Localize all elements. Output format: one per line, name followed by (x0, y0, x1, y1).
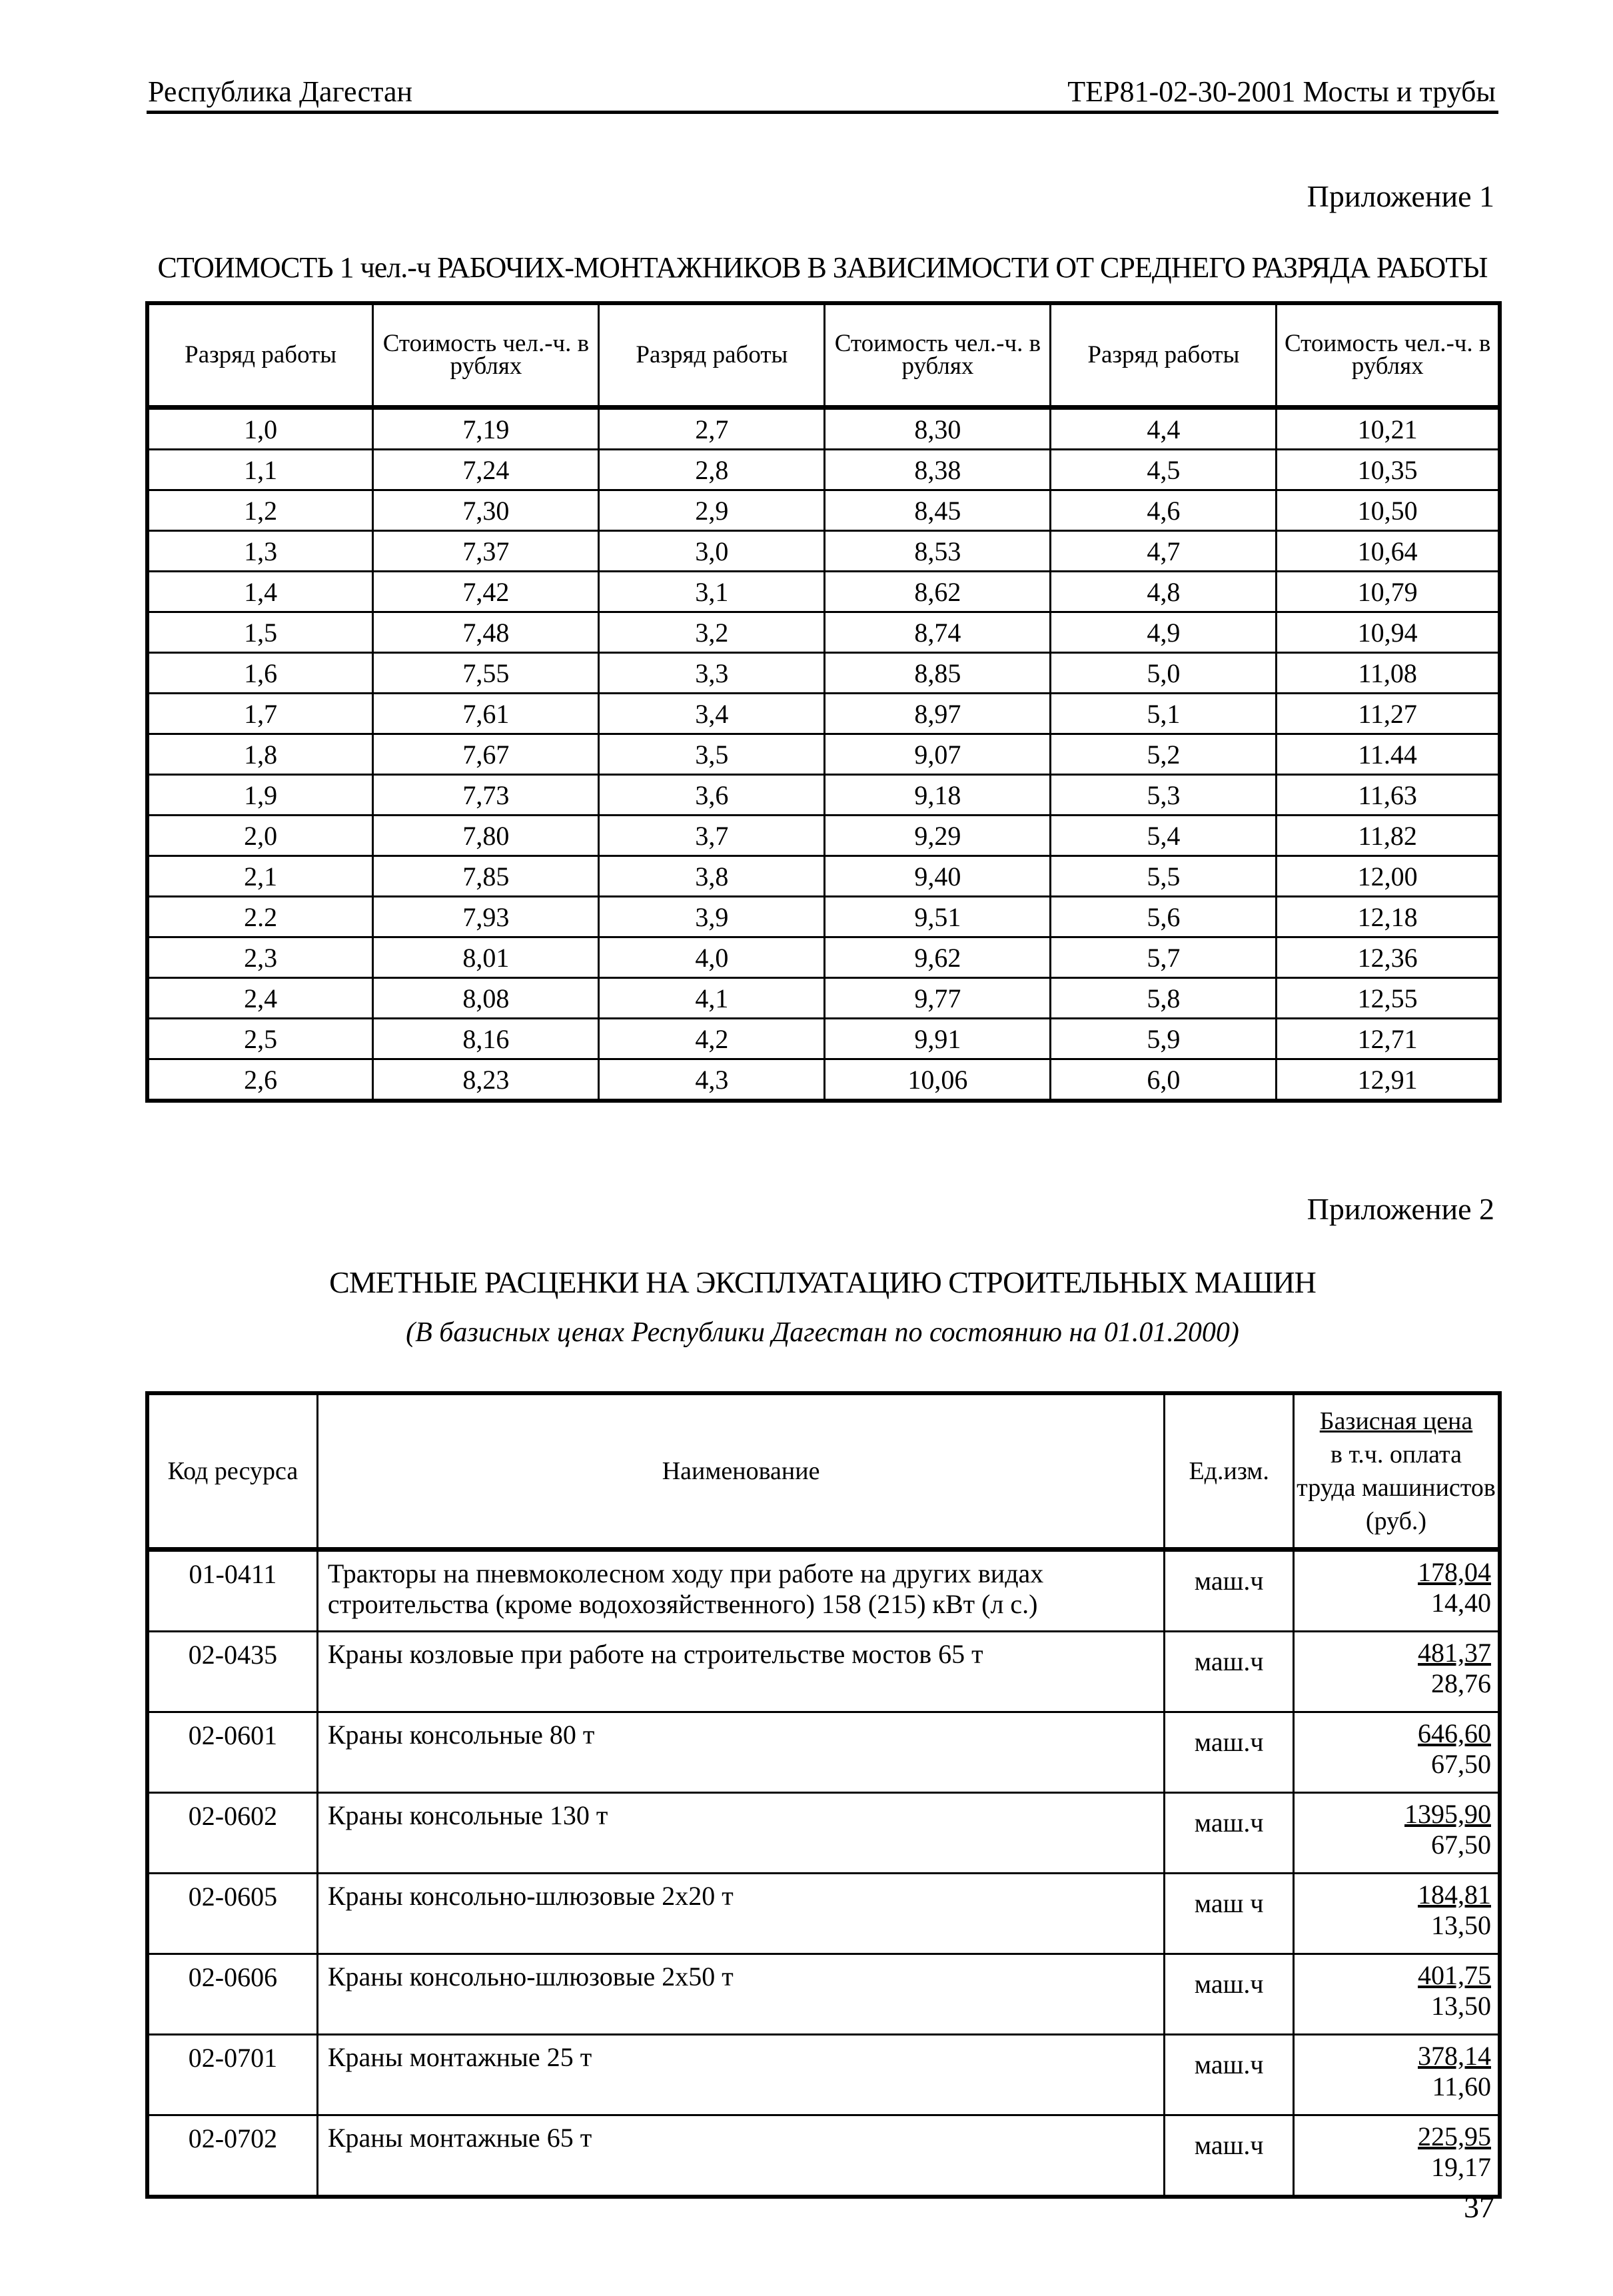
resource-name: Краны монтажные 65 т (317, 2115, 1164, 2197)
table-cell: 5,9 (1051, 1019, 1277, 1059)
appendix2-label: Приложение 2 (1307, 1192, 1494, 1226)
table-cell: 4,7 (1051, 531, 1277, 572)
table-cell: 8,74 (825, 612, 1051, 653)
base-price: 481,37 (1418, 1638, 1491, 1668)
table-cell: 12,55 (1277, 978, 1500, 1019)
resource-price (1293, 1632, 1500, 1712)
table-cell: 1,0 (147, 408, 373, 450)
table-cell: 5,2 (1051, 734, 1277, 775)
table-cell: 2,3 (147, 937, 373, 978)
operator-wage: 19,17 (1431, 2152, 1491, 2182)
table-cell: 1,4 (147, 572, 373, 612)
table-cell: 3,5 (599, 734, 825, 775)
table-cell: 3,7 (599, 816, 825, 856)
table-cell: 1,2 (147, 490, 373, 531)
table-cell: 9,29 (825, 816, 1051, 856)
table-cell: 4,4 (1051, 408, 1277, 450)
table-cell: 7,55 (373, 653, 599, 694)
table-cell: 10,79 (1277, 572, 1500, 612)
table-cell: 8,38 (825, 450, 1051, 490)
table-cell: 9,77 (825, 978, 1051, 1019)
resource-name: Краны консольно-шлюзовые 2х20 т (317, 1874, 1164, 1954)
table-cell: 5,4 (1051, 816, 1277, 856)
resource-code: 02-0602 (147, 1793, 317, 1874)
table-cell: 9,40 (825, 856, 1051, 897)
resource-code: 02-0601 (147, 1712, 317, 1793)
table-cell: 10,94 (1277, 612, 1500, 653)
resource-name: Краны козловые при работе на строительстве мостов 65 т (317, 1632, 1164, 1712)
table-row (147, 1874, 1500, 1954)
table-cell: 2,9 (599, 490, 825, 531)
table-cell: 10,50 (1277, 490, 1500, 531)
t1-header-cost-3: Стоимость чел.-ч. в рублях (1277, 303, 1500, 408)
resource-price (1293, 1874, 1500, 1954)
table-cell: 1,6 (147, 653, 373, 694)
table-cell: 9,51 (825, 897, 1051, 937)
table-cell: 10,35 (1277, 450, 1500, 490)
table-cell: 7,85 (373, 856, 599, 897)
table-cell: 2,6 (147, 1059, 373, 1101)
table-cell: 8,45 (825, 490, 1051, 531)
table-row (147, 490, 1500, 531)
table-cell: 7,73 (373, 775, 599, 816)
table-cell: 3,1 (599, 572, 825, 612)
t1-header-grade-3: Разряд работы (1051, 303, 1277, 408)
table-row (147, 1632, 1500, 1712)
table-cell: 7,30 (373, 490, 599, 531)
machine-rates-table (145, 1391, 1502, 2199)
table-row (147, 1059, 1500, 1101)
resource-price (1293, 2115, 1500, 2197)
table-row (147, 1712, 1500, 1793)
resource-price (1293, 1793, 1500, 1874)
table-cell: 5,3 (1051, 775, 1277, 816)
table-cell: 8,01 (373, 937, 599, 978)
resource-price (1293, 1712, 1500, 1793)
appendix2-subtitle: (В базисных ценах Республики Дагестан по состоянию на 01.01.2000) (406, 1317, 1239, 1348)
table-cell: 12,36 (1277, 937, 1500, 978)
table-cell: 8,08 (373, 978, 599, 1019)
table-row (147, 1019, 1500, 1059)
table-cell: 6,0 (1051, 1059, 1277, 1101)
page-number: 37 (1464, 2190, 1494, 2224)
operator-wage: 13,50 (1431, 1910, 1491, 1940)
base-price: 401,75 (1418, 1960, 1491, 1990)
table-cell: 7,93 (373, 897, 599, 937)
table-cell: 2,0 (147, 816, 373, 856)
operator-wage: 67,50 (1431, 1749, 1491, 1779)
table-cell: 1,9 (147, 775, 373, 816)
table-cell: 1,5 (147, 612, 373, 653)
resource-code: 02-0701 (147, 2035, 317, 2115)
t1-header-cost-1: Стоимость чел.-ч. в рублях (373, 303, 599, 408)
appendix1-title: СТОИМОСТЬ 1 чел.-ч РАБОЧИХ-МОНТАЖНИКОВ В ЗАВИСИМОСТИ ОТ СРЕДНЕГО РАЗРЯДА РАБОТЫ (157, 251, 1488, 284)
resource-code: 01-0411 (147, 1550, 317, 1632)
table-cell: 5,1 (1051, 694, 1277, 734)
table-cell: 8,30 (825, 408, 1051, 450)
table-row (147, 978, 1500, 1019)
resource-code: 02-0605 (147, 1874, 317, 1954)
table-cell: 12,71 (1277, 1019, 1500, 1059)
resource-price (1293, 1954, 1500, 2035)
table-cell: 8,62 (825, 572, 1051, 612)
table-row (147, 531, 1500, 572)
resource-unit: маш.ч (1165, 1632, 1294, 1712)
t2-header-code: Код ресурса (147, 1393, 317, 1550)
resource-name: Краны консольно-шлюзовые 2х50 т (317, 1954, 1164, 2035)
table-cell: 1,3 (147, 531, 373, 572)
resource-name: Краны монтажные 25 т (317, 2035, 1164, 2115)
table-cell: 2,5 (147, 1019, 373, 1059)
table-cell: 4,2 (599, 1019, 825, 1059)
table-row (147, 2115, 1500, 2197)
t2-header-price-unit: (руб.) (1365, 1507, 1427, 1535)
table-cell: 4,3 (599, 1059, 825, 1101)
resource-unit: маш.ч (1165, 2035, 1294, 2115)
table-cell: 10,64 (1277, 531, 1500, 572)
table-row (147, 816, 1500, 856)
table-cell: 4,8 (1051, 572, 1277, 612)
table-cell: 3,3 (599, 653, 825, 694)
table-cell: 7,42 (373, 572, 599, 612)
table-cell: 7,19 (373, 408, 599, 450)
table-cell: 12,00 (1277, 856, 1500, 897)
resource-code: 02-0702 (147, 2115, 317, 2197)
t1-body (147, 408, 1500, 1101)
table-cell: 3,2 (599, 612, 825, 653)
t2-body (147, 1550, 1500, 2197)
table-cell: 7,80 (373, 816, 599, 856)
appendix2-title: СМЕТНЫЕ РАСЦЕНКИ НА ЭКСПЛУАТАЦИЮ СТРОИТЕЛЬНЫХ МАШИН (329, 1265, 1316, 1299)
table-cell: 5,8 (1051, 978, 1277, 1019)
resource-code: 02-0435 (147, 1632, 317, 1712)
table-cell: 2,7 (599, 408, 825, 450)
table-cell: 7,67 (373, 734, 599, 775)
table-cell: 4,0 (599, 937, 825, 978)
table-cell: 9,91 (825, 1019, 1051, 1059)
table-cell: 8,23 (373, 1059, 599, 1101)
header-document-code: ТЕР81-02-30-2001 Мосты и трубы (1067, 75, 1496, 108)
table-row (147, 1550, 1500, 1632)
table-cell: 11,82 (1277, 816, 1500, 856)
resource-unit: маш.ч (1165, 1550, 1294, 1632)
table-row (147, 572, 1500, 612)
table-cell: 7,37 (373, 531, 599, 572)
resource-unit: маш.ч (1165, 1954, 1294, 2035)
operator-wage: 67,50 (1431, 1830, 1491, 1860)
t1-header-cost-2: Стоимость чел.-ч. в рублях (825, 303, 1051, 408)
table-cell: 5,7 (1051, 937, 1277, 978)
table-cell: 2,8 (599, 450, 825, 490)
resource-price (1293, 1550, 1500, 1632)
resource-name: Краны консольные 130 т (317, 1793, 1164, 1874)
resource-name: Тракторы на пневмоколесном ходу при работе на других видах строительства (кроме водохозяйственного) 158 (215) кВт (л с.) (317, 1550, 1164, 1632)
table-cell: 11.44 (1277, 734, 1500, 775)
resource-unit: маш.ч (1165, 1793, 1294, 1874)
table-cell: 9,07 (825, 734, 1051, 775)
table-cell: 4,6 (1051, 490, 1277, 531)
base-price: 184,81 (1418, 1880, 1491, 1910)
table-row (147, 694, 1500, 734)
table-cell: 12,18 (1277, 897, 1500, 937)
table-cell: 7,24 (373, 450, 599, 490)
table-cell: 7,48 (373, 612, 599, 653)
table-row (147, 450, 1500, 490)
table-cell: 10,21 (1277, 408, 1500, 450)
t2-header-unit: Ед.изм. (1165, 1393, 1294, 1550)
table-cell: 1,1 (147, 450, 373, 490)
t2-header-price-base: Базисная цена (1319, 1407, 1473, 1435)
table-cell: 2,4 (147, 978, 373, 1019)
header-rule (147, 111, 1498, 114)
table-cell: 4,1 (599, 978, 825, 1019)
labor-cost-table (145, 301, 1502, 1103)
t2-header-price-wage: в т.ч. оплата (1331, 1440, 1462, 1468)
table-cell: 5,5 (1051, 856, 1277, 897)
t2-header-name: Наименование (317, 1393, 1164, 1550)
base-price: 646,60 (1418, 1718, 1491, 1748)
table-row (147, 1954, 1500, 2035)
table-cell: 11,63 (1277, 775, 1500, 816)
resource-code: 02-0606 (147, 1954, 317, 2035)
table-cell: 9,18 (825, 775, 1051, 816)
table-row (147, 1793, 1500, 1874)
table-cell: 2,1 (147, 856, 373, 897)
resource-name: Краны консольные 80 т (317, 1712, 1164, 1793)
table-row (147, 775, 1500, 816)
resource-unit: маш.ч (1165, 1712, 1294, 1793)
operator-wage: 11,60 (1432, 2071, 1491, 2101)
table-cell: 5,6 (1051, 897, 1277, 937)
table-row (147, 856, 1500, 897)
header-region: Республика Дагестан (148, 75, 413, 108)
table-row (147, 734, 1500, 775)
table-cell: 5,0 (1051, 653, 1277, 694)
table-cell: 3,4 (599, 694, 825, 734)
table-cell: 3,6 (599, 775, 825, 816)
table-row (147, 408, 1500, 450)
table-cell: 8,85 (825, 653, 1051, 694)
table-cell: 1,7 (147, 694, 373, 734)
table-cell: 9,62 (825, 937, 1051, 978)
table-cell: 8,53 (825, 531, 1051, 572)
operator-wage: 14,40 (1431, 1588, 1491, 1618)
table-cell: 3,0 (599, 531, 825, 572)
resource-price (1293, 2035, 1500, 2115)
t1-header-grade-2: Разряд работы (599, 303, 825, 408)
table-row (147, 937, 1500, 978)
table-cell: 4,9 (1051, 612, 1277, 653)
operator-wage: 28,76 (1431, 1668, 1491, 1698)
table-cell: 12,91 (1277, 1059, 1500, 1101)
table-cell: 8,97 (825, 694, 1051, 734)
resource-unit: маш ч (1165, 1874, 1294, 1954)
table-cell: 7,61 (373, 694, 599, 734)
table-cell: 4,5 (1051, 450, 1277, 490)
table-cell: 11,27 (1277, 694, 1500, 734)
table-cell: 10,06 (825, 1059, 1051, 1101)
table-cell: 11,08 (1277, 653, 1500, 694)
table-row (147, 897, 1500, 937)
base-price: 178,04 (1418, 1557, 1491, 1587)
table-row (147, 653, 1500, 694)
base-price: 378,14 (1418, 2041, 1491, 2071)
table-cell: 2.2 (147, 897, 373, 937)
table-cell: 3,9 (599, 897, 825, 937)
appendix1-label: Приложение 1 (1307, 179, 1494, 213)
table-cell: 1,8 (147, 734, 373, 775)
base-price: 1395,90 (1404, 1799, 1491, 1829)
t2-header-price-wage-2: труда машинистов (1297, 1474, 1496, 1502)
table-row (147, 2035, 1500, 2115)
table-row (147, 612, 1500, 653)
t1-header-grade-1: Разряд работы (147, 303, 373, 408)
resource-unit: маш.ч (1165, 2115, 1294, 2197)
table-cell: 3,8 (599, 856, 825, 897)
t2-header-price (1293, 1393, 1500, 1550)
operator-wage: 13,50 (1431, 1991, 1491, 2021)
base-price: 225,95 (1418, 2121, 1491, 2151)
table-cell: 8,16 (373, 1019, 599, 1059)
